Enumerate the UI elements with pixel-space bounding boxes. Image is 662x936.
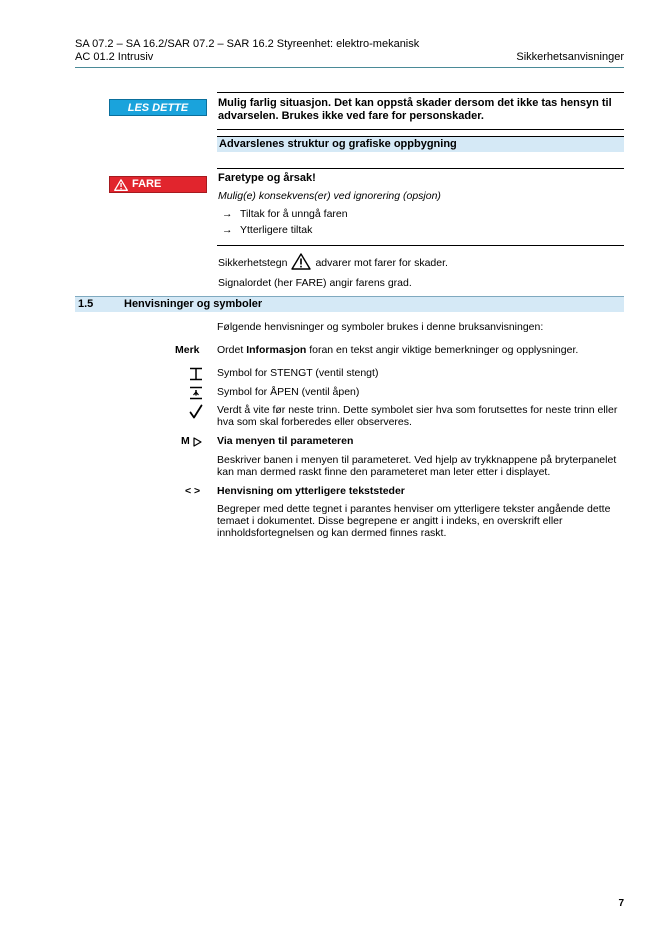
notice-text: Mulig farlig situasjon. Det kan oppstå skader dersom det ikke tas hensyn til advarselen. Brukes ikke ved fare for personskader. <box>218 97 612 122</box>
fare-badge <box>109 176 207 193</box>
fare-top-rule <box>217 168 624 169</box>
section-intro: Følgende henvisninger og symboler brukes i denne bruksanvisningen: <box>217 321 544 333</box>
document-header <box>75 38 419 64</box>
merk-label: Merk <box>175 344 200 356</box>
fare-bottom-rule <box>217 245 624 246</box>
triangle-right-icon <box>193 437 202 447</box>
valve-open-text: Symbol for ÅPEN (ventil åpen) <box>217 386 360 398</box>
notice-top-rule <box>217 92 624 93</box>
valve-open-icon <box>188 386 204 400</box>
measure-item <box>222 208 348 221</box>
warning-triangle-icon <box>114 179 128 191</box>
section-heading <box>75 296 624 312</box>
measure-item-label: Ytterligere tiltak <box>240 224 313 236</box>
reference-symbol: < > <box>185 485 201 497</box>
menu-title: Via menyen til parameteren <box>217 435 354 447</box>
merk-text <box>217 344 625 356</box>
warning-triangle-icon <box>291 253 311 270</box>
checkmark-icon <box>189 404 203 419</box>
structure-heading: Advarslenes struktur og grafiske oppbygning <box>217 137 624 152</box>
menu-symbol-letter: M <box>181 435 190 447</box>
menu-symbol <box>181 435 202 448</box>
arrow-right-icon: → <box>222 224 233 236</box>
valve-closed-text: Symbol for STENGT (ventil stengt) <box>217 367 379 379</box>
notice-badge: LES DETTE <box>109 99 207 116</box>
section-rule <box>75 296 624 297</box>
valve-closed-icon <box>188 367 204 381</box>
page-number: 7 <box>618 898 624 909</box>
safety-sign-before: Sikkerhetstegn <box>218 256 288 269</box>
safety-sign-after: advarer mot farer for skader. <box>315 256 448 269</box>
arrow-right-icon: → <box>222 208 233 220</box>
measure-item <box>222 224 312 237</box>
fare-badge-label: FARE <box>132 178 162 190</box>
safety-sign-line <box>218 253 448 270</box>
hazard-type: Faretype og årsak! <box>218 172 316 184</box>
header-section-name: Sikkerhetsanvisninger <box>516 51 624 63</box>
check-text: Verdt å vite før neste trinn. Dette symbolet sier hva som forutsettes for neste trinn eller hva som skal forberedes eller observeres. <box>217 404 618 428</box>
reference-text: Begreper med dette tegnet i parantes henviser om ytterligere tekster angående dette temaet i dokumentet. Disse begrepene er angitt i indeks, en overskrift eller innholdsfortegnelsen og kan dermed finnes raskt. <box>217 503 611 539</box>
merk-keyword: Informasjon <box>246 344 307 356</box>
menu-text: Beskriver banen i menyen til parameteret. Ved hjelp av trykknappene på bryterpanelet kan man dermed raskt finne den parameteret man leter etter i displayet. <box>217 454 617 478</box>
section-title: Henvisninger og symboler <box>124 298 263 310</box>
hazard-consequence: Mulig(e) konsekvens(er) ved ignorering (opsjon) <box>218 190 441 202</box>
section-number: 1.5 <box>78 298 94 310</box>
header-subtitle: AC 01.2 Intrusiv <box>75 51 154 63</box>
signal-word-text: Signalordet (her FARE) angir farens grad. <box>218 277 412 289</box>
measure-item-label: Tiltak for å unngå faren <box>240 208 348 220</box>
reference-title: Henvisning om ytterligere tekststeder <box>217 485 405 497</box>
header-title: SA 07.2 – SA 16.2/SAR 07.2 – SAR 16.2 Styreenhet: elektro-mekanisk <box>75 38 420 50</box>
header-divider <box>75 67 624 68</box>
merk-text-post: foran en tekst angir viktige bemerkninger og opplysninger. <box>309 344 579 356</box>
notice-bottom-rule <box>217 129 624 130</box>
merk-text-pre: Ordet <box>217 344 244 356</box>
